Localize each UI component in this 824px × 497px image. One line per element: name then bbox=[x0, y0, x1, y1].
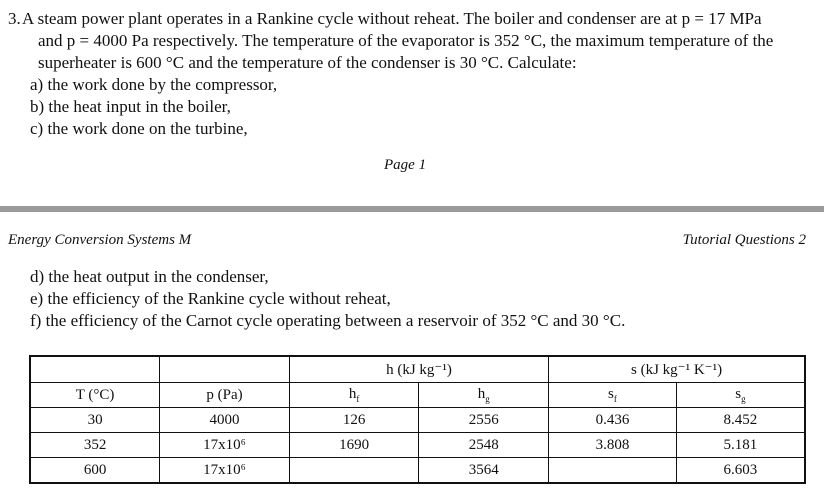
sg-header-sub: g bbox=[741, 394, 746, 404]
cell-pressure: 17x10⁶ bbox=[160, 458, 290, 484]
empty-cell bbox=[160, 356, 290, 383]
table-row bbox=[30, 408, 805, 433]
question-line-3: superheater is 600 °C and the temperature of the condenser is 30 °C. Calculate: bbox=[38, 53, 577, 72]
cell-temperature: 352 bbox=[30, 433, 160, 458]
table-row bbox=[30, 458, 805, 484]
cell-hf: 1690 bbox=[289, 433, 419, 458]
hg-header-base: h bbox=[477, 386, 486, 402]
cell-hf: 126 bbox=[289, 408, 419, 433]
part-d: d) the heat output in the condenser, bbox=[30, 267, 269, 286]
cell-hg: 3564 bbox=[419, 458, 549, 484]
cell-hg: 2548 bbox=[419, 433, 549, 458]
cell-sf: 3.808 bbox=[549, 433, 677, 458]
cell-pressure: 4000 bbox=[160, 408, 290, 433]
temperature-header: T (°C) bbox=[30, 383, 160, 408]
hf-header bbox=[289, 383, 419, 408]
part-b: b) the heat input in the boiler, bbox=[30, 97, 231, 116]
page-number: Page 1 bbox=[384, 157, 427, 173]
cell-sg: 5.181 bbox=[676, 433, 805, 458]
sg-header bbox=[676, 383, 805, 408]
sf-header-sub: f bbox=[613, 394, 617, 404]
document-title: Tutorial Questions 2 bbox=[682, 232, 806, 248]
sf-header bbox=[549, 383, 677, 408]
cell-sg: 8.452 bbox=[676, 408, 805, 433]
entropy-group-header: s (kJ kg⁻¹ K⁻¹) bbox=[549, 356, 805, 383]
hf-header-sub: f bbox=[356, 394, 360, 404]
cell-temperature: 30 bbox=[30, 408, 160, 433]
cell-sf: 0.436 bbox=[549, 408, 677, 433]
hf-header-base: h bbox=[348, 386, 357, 402]
question-line-2: and p = 4000 Pa respectively. The temperature of the evaporator is 352 °C, the maximum temperature of the bbox=[38, 31, 774, 50]
table-row bbox=[30, 433, 805, 458]
question-line-1: A steam power plant operates in a Rankine cycle without reheat. The boiler and condenser are at p = 17 MPa bbox=[22, 9, 762, 28]
hg-header bbox=[419, 383, 549, 408]
part-a: a) the work done by the compressor, bbox=[30, 75, 278, 94]
enthalpy-group-header: h (kJ kg⁻¹) bbox=[289, 356, 548, 383]
course-title: Energy Conversion Systems M bbox=[8, 232, 192, 248]
cell-sg: 6.603 bbox=[676, 458, 805, 484]
table-group-header-row bbox=[30, 356, 805, 383]
cell-hf bbox=[289, 458, 419, 484]
question-number: 3. bbox=[8, 9, 21, 28]
question-text bbox=[22, 8, 818, 74]
table-header-row bbox=[30, 383, 805, 408]
hg-header-sub: g bbox=[485, 394, 490, 404]
cell-sf bbox=[549, 458, 677, 484]
steam-table bbox=[29, 355, 806, 484]
page-divider bbox=[0, 206, 824, 212]
pressure-header: p (Pa) bbox=[160, 383, 290, 408]
cell-pressure: 17x10⁶ bbox=[160, 433, 290, 458]
cell-hg: 2556 bbox=[419, 408, 549, 433]
sg-header-base: s bbox=[735, 386, 742, 402]
part-c: c) the work done on the turbine, bbox=[30, 119, 248, 138]
part-f: f) the efficiency of the Carnot cycle operating between a reservoir of 352 °C and 30 °C. bbox=[30, 311, 626, 330]
question-parts-page1 bbox=[30, 74, 277, 140]
sf-header-base: s bbox=[608, 386, 614, 402]
part-e: e) the efficiency of the Rankine cycle without reheat, bbox=[30, 289, 391, 308]
question-parts-page2 bbox=[30, 266, 625, 332]
empty-cell bbox=[30, 356, 160, 383]
cell-temperature: 600 bbox=[30, 458, 160, 484]
